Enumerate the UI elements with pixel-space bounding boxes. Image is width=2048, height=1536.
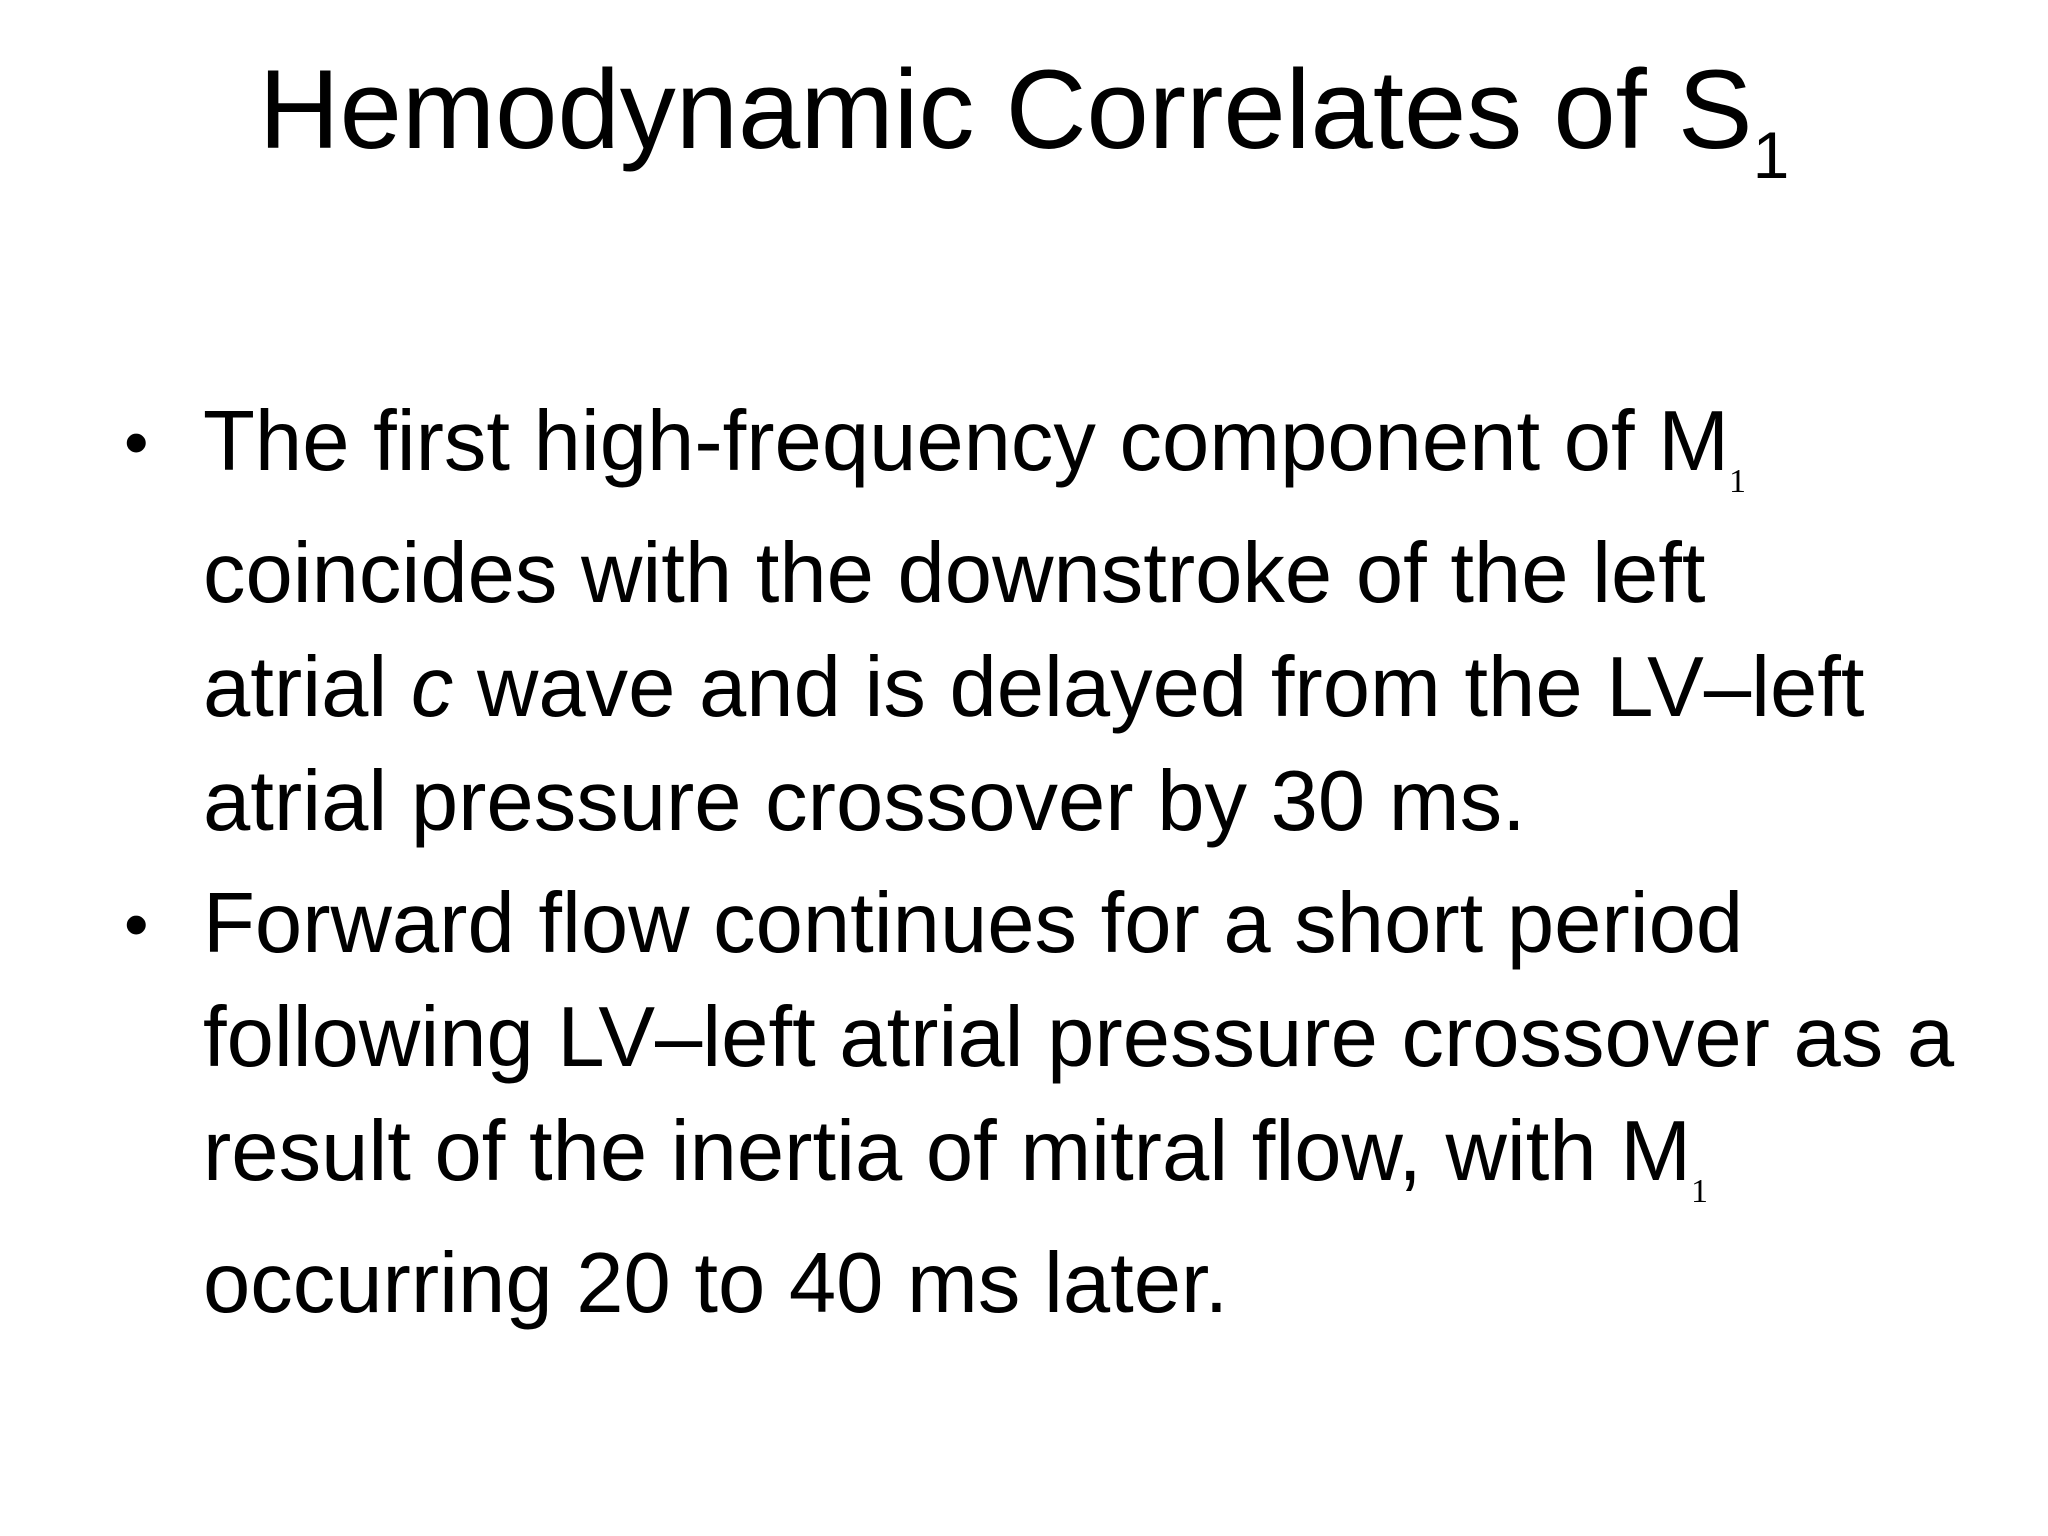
bullet-dot-icon: •: [124, 403, 149, 481]
bullet-1-line-3-post: wave and is delayed from the LV–left: [453, 640, 1865, 735]
bullet-item-1: [120, 385, 1980, 859]
bullet-2-line-1: Forward flow continues for a short period: [203, 876, 1744, 971]
bullet-1-line-1-subscript: 1: [1729, 463, 1747, 500]
bullet-1-line-3-pre: atrial: [203, 640, 411, 735]
bullet-list: [120, 385, 1980, 1349]
bullet-1-line-2: coincides with the downstroke of the left: [203, 526, 1706, 621]
slide-title-text: Hemodynamic Correlates of S: [258, 47, 1753, 172]
bullet-item-2: [120, 867, 1980, 1341]
slide-title: [0, 40, 2048, 195]
bullet-1-line-3: [203, 631, 1980, 745]
bullet-dot-icon: •: [124, 885, 149, 963]
bullet-1-line-3-italic: c: [410, 640, 454, 735]
bullet-2-line-3-subscript: 1: [1691, 1173, 1709, 1210]
slide-title-subscript: 1: [1752, 118, 1790, 192]
bullet-1-line-1: [203, 385, 1980, 517]
bullet-2-line-2: following LV–left atrial pressure crossover as a: [203, 990, 1955, 1085]
bullet-2-line-3-text: result of the inertia of mitral flow, with M: [203, 1104, 1692, 1199]
bullet-2-line-4: occurring 20 to 40 ms later.: [203, 1236, 1229, 1331]
bullet-1-line-1-text: The first high-frequency component of M: [203, 394, 1730, 489]
bullet-2-line-3: [203, 1095, 1980, 1227]
bullet-1-line-4: atrial pressure crossover by 30 ms.: [203, 754, 1526, 849]
